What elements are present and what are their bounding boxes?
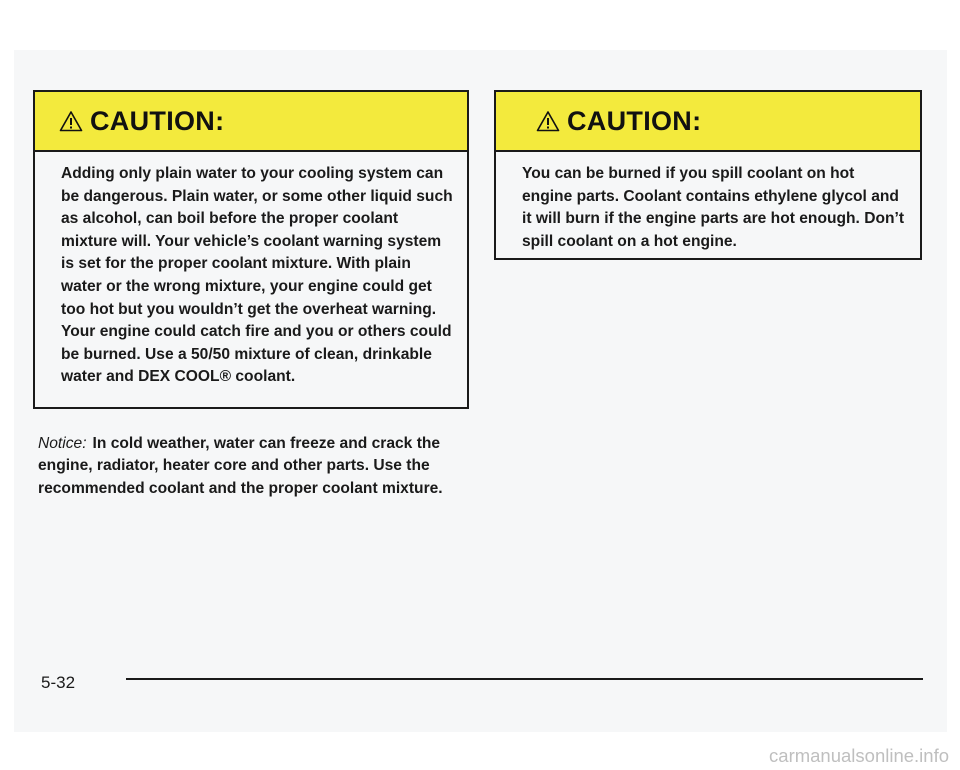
caution-box-right	[494, 90, 922, 260]
caution-title-right: CAUTION:	[567, 105, 702, 136]
caution-title-left: CAUTION:	[90, 105, 225, 136]
notice-paragraph	[38, 433, 478, 500]
caution-box-left	[33, 90, 469, 409]
watermark-text: carmanualsonline.info	[769, 745, 949, 766]
notice-label: Notice:	[38, 435, 87, 452]
manual-page	[14, 50, 947, 732]
notice-text: In cold weather, water can freeze and crack the engine, radiator, heater core and other parts. Use the recommended coolant and the proper coolant mixture.	[38, 435, 443, 497]
page-number: 5-32	[41, 673, 76, 692]
caution-header-right	[496, 92, 920, 152]
caution-header-left	[35, 92, 467, 152]
caution-body-left	[35, 152, 467, 401]
caution-text-right: You can be burned if you spill coolant on hot engine parts. Coolant contains ethylene glycol and it will burn if the engine parts are hot enough. Don’t spill coolant on a hot engine.	[522, 165, 905, 250]
warning-triangle-icon	[536, 110, 560, 132]
warning-triangle-icon	[59, 110, 83, 132]
caution-text-left: Adding only plain water to your cooling system can be dangerous. Plain water, or some other liquid such as alcohol, can boil before the proper coolant mixture will. Your vehicle’s coolant warning system is set for the proper coolant mixture. With plain water or the wrong mixture, your engine could get too hot but you wouldn’t get the overheat warning. Your engine could catch fire and you or others could be burned. Use a 50/50 mixture of clean, drinkable water and DEX COOL® coolant.	[61, 165, 453, 386]
caution-body-right	[496, 152, 920, 265]
footer-divider	[126, 678, 923, 680]
